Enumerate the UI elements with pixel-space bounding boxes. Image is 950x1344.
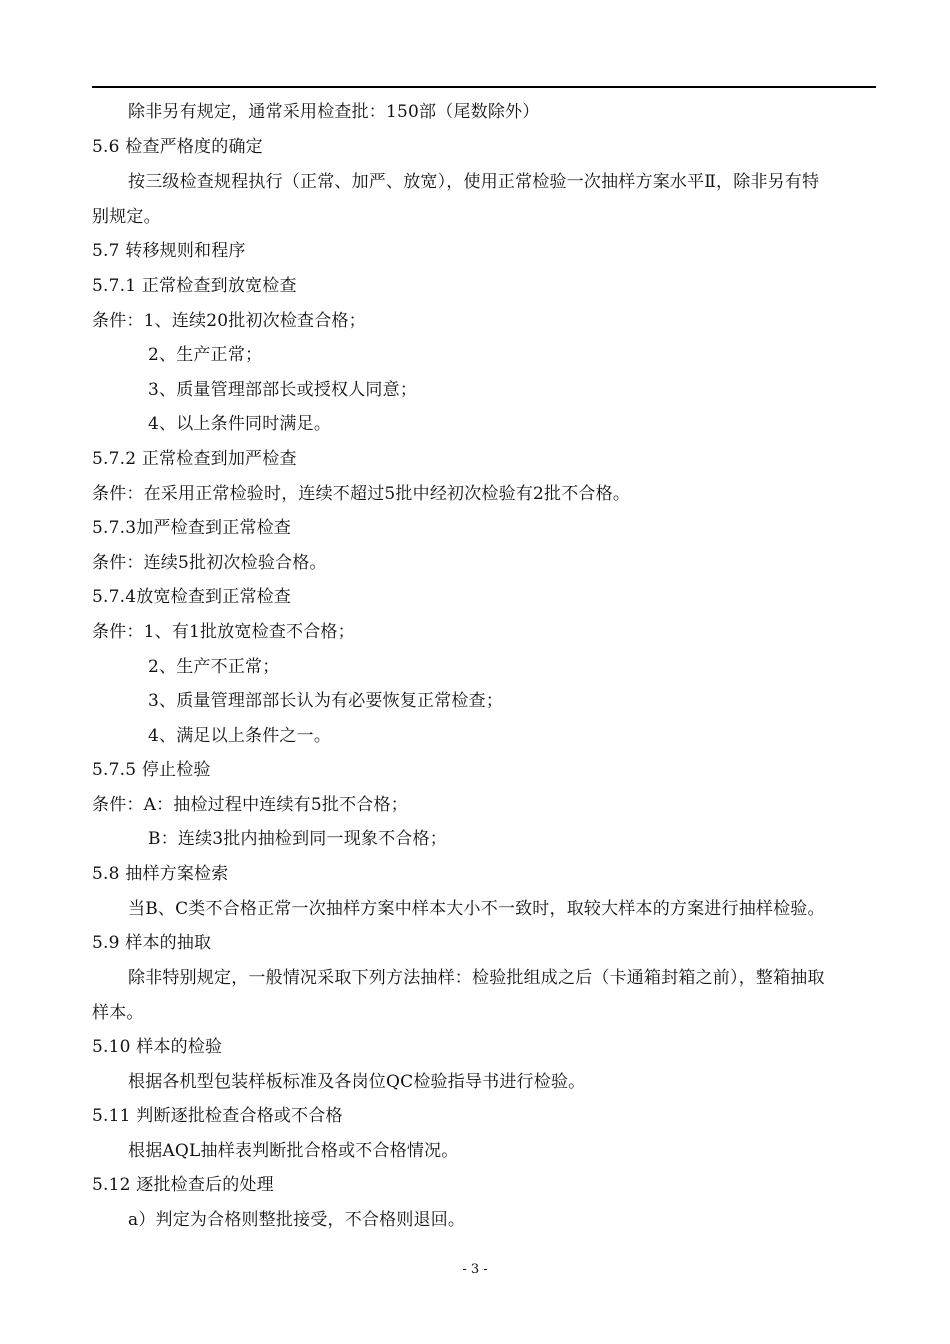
condition-line: 3、质量管理部部长认为有必要恢复正常检查； [148, 691, 504, 711]
paragraph-line: 按三级检查规程执行（正常、加严、放宽），使用正常检验一次抽样方案水平Ⅱ，除非另有特 [128, 172, 820, 192]
condition-line: 条件：在采用正常检验时，连续不超过5批中经初次检验有2批不合格。 [92, 484, 631, 504]
condition-line: 2、生产不正常； [148, 657, 280, 677]
condition-line: 2、生产正常； [148, 345, 263, 365]
condition-line: 4、满足以上条件之一。 [148, 726, 332, 746]
paragraph-line: 除非另有规定，通常采用检查批：150部（尾数除外） [128, 102, 540, 122]
paragraph-line: 除非特别规定，一般情况采取下列方法抽样：检验批组成之后（卡通箱封箱之前），整箱抽取 [128, 968, 825, 988]
paragraph-line: 当B、C类不合格正常一次抽样方案中样本大小不一致时，取较大样本的方案进行抽样检验。 [128, 899, 825, 919]
page-number: - 3 - [462, 1262, 488, 1277]
condition-line: 3、质量管理部部长或授权人同意； [148, 380, 418, 400]
condition-line: 条件：连续5批初次检验合格。 [92, 553, 327, 573]
condition-line: 4、以上条件同时满足。 [148, 414, 332, 434]
section-heading: 5.7 转移规则和程序 [92, 241, 246, 261]
section-heading: 5.10 样本的检验 [92, 1037, 223, 1057]
subsection-heading: 5.7.5 停止检验 [92, 760, 211, 780]
section-heading: 5.12 逐批检查后的处理 [92, 1175, 274, 1195]
condition-line: B：连续3批内抽检到同一现象不合格； [148, 829, 447, 849]
paragraph-line: a）判定为合格则整批接受，不合格则退回。 [128, 1210, 466, 1230]
subsection-heading: 5.7.1 正常检查到放宽检查 [92, 276, 297, 296]
subsection-heading: 5.7.3加严检查到正常检查 [92, 518, 292, 538]
condition-line: 条件：1、连续20批初次检查合格； [92, 311, 366, 331]
section-heading: 5.11 判断逐批检查合格或不合格 [92, 1106, 343, 1126]
section-heading: 5.9 样本的抽取 [92, 933, 212, 953]
section-heading: 5.6 检查严格度的确定 [92, 137, 263, 157]
subsection-heading: 5.7.4放宽检查到正常检查 [92, 587, 292, 607]
condition-line: 条件：1、有1批放宽检查不合格； [92, 622, 355, 642]
paragraph-line: 样本。 [92, 1003, 144, 1023]
subsection-heading: 5.7.2 正常检查到加严检查 [92, 449, 297, 469]
paragraph-line: 别规定。 [92, 207, 161, 227]
paragraph-line: 根据AQL抽样表判断批合格或不合格情况。 [128, 1141, 459, 1161]
header-rule [92, 86, 876, 88]
section-heading: 5.8 抽样方案检索 [92, 864, 229, 884]
condition-line: 条件：A：抽检过程中连续有5批不合格； [92, 795, 408, 815]
paragraph-line: 根据各机型包装样板标准及各岗位QC检验指导书进行检验。 [128, 1072, 586, 1092]
